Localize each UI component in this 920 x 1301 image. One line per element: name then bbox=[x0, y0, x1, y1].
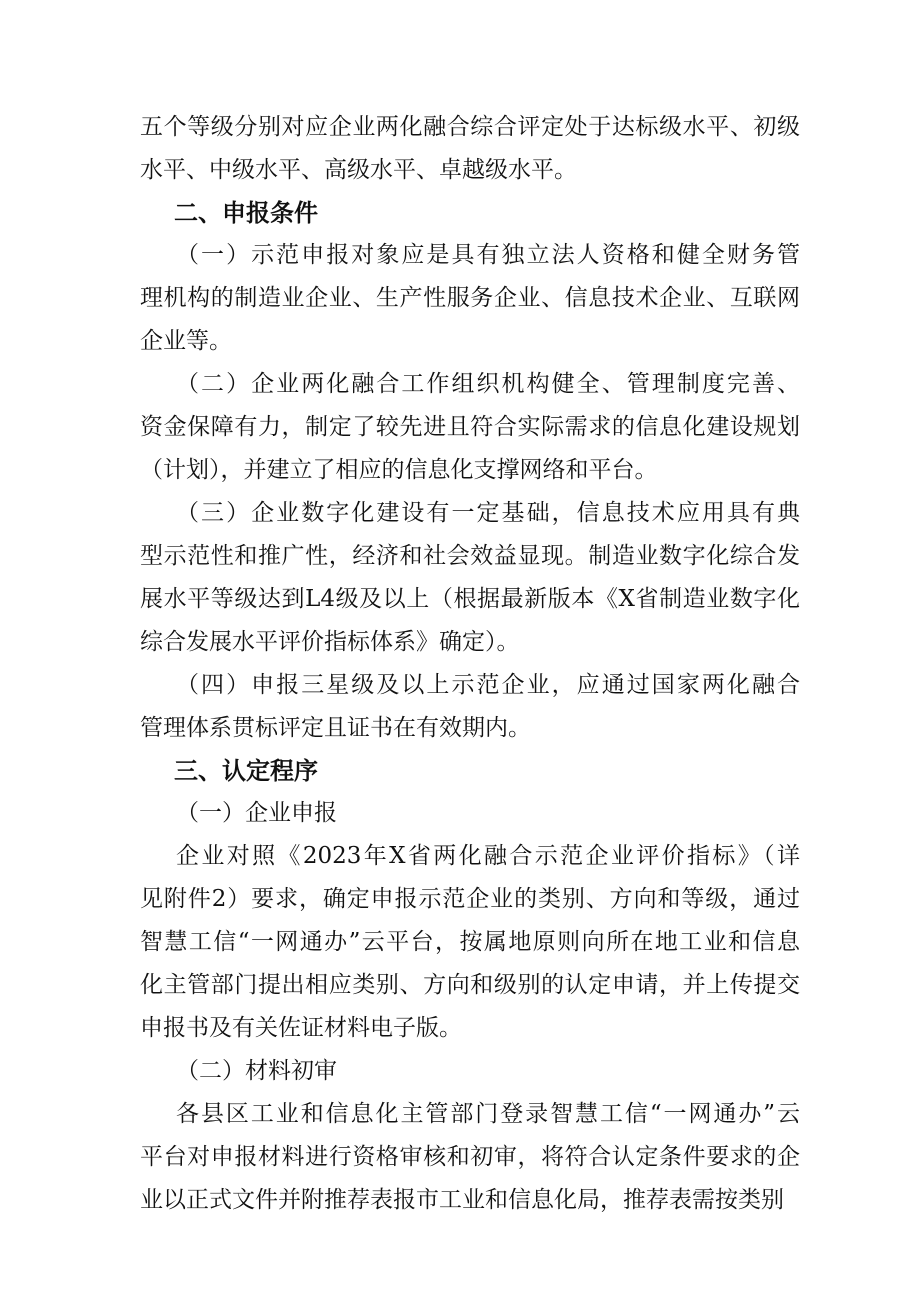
text-line: 二、申报条件 bbox=[174, 199, 318, 227]
text-line: 各县区工业和信息化主管部门登录智慧工信“一网通办”云 bbox=[176, 1101, 800, 1127]
text-line: （一）示范申报对象应是具有独立法人资格和健全财务管 bbox=[176, 242, 800, 268]
text-line: 理机构的制造业企业、生产性服务企业、信息技术企业、互联网 bbox=[140, 285, 800, 311]
text-line: （四）申报三星级及以上示范企业，应通过国家两化融合 bbox=[176, 672, 800, 698]
paragraph bbox=[140, 664, 800, 750]
text-line: 平台对申报材料进行资格审核和初审，将符合认定条件要求的企 bbox=[140, 1144, 800, 1170]
text-line: 型示范性和推广性，经济和社会效益显现。制造业数字化综合发 bbox=[140, 543, 800, 569]
text-line: 管理体系贯标评定且证书在有效期内。 bbox=[140, 715, 531, 741]
text-line: 资金保障有力，制定了较先进且符合实际需求的信息化建设规划 bbox=[140, 414, 800, 440]
text-line: 水平、中级水平、高级水平、卓越级水平。 bbox=[140, 157, 577, 183]
text-line: （三）企业数字化建设有一定基础，信息技术应用具有典 bbox=[176, 500, 800, 526]
paragraph bbox=[140, 106, 800, 192]
text-line: 智慧工信“一网通办”云平台，按属地原则向所在地工业和信息 bbox=[140, 929, 800, 955]
text-line: 三、认定程序 bbox=[174, 757, 318, 785]
text-line: （计划），并建立了相应的信息化支撑网络和平台。 bbox=[140, 457, 658, 483]
paragraph bbox=[140, 792, 800, 835]
text-line: 申报书及有关佐证材料电子版。 bbox=[140, 1015, 462, 1041]
document-page bbox=[140, 106, 800, 1222]
paragraph bbox=[140, 234, 800, 363]
paragraph bbox=[140, 1093, 800, 1222]
text-line: 见附件2）要求，确定申报示范企业的类别、方向和等级，通过 bbox=[140, 886, 800, 912]
paragraph bbox=[140, 835, 800, 1050]
text-line: 企业等。 bbox=[140, 328, 232, 354]
paragraph bbox=[140, 363, 800, 492]
text-line: 业以正式文件并附推荐表报市工业和信息化局，推荐表需按类别 bbox=[140, 1187, 784, 1213]
paragraph bbox=[140, 1050, 800, 1093]
paragraph bbox=[140, 492, 800, 664]
text-line: 化主管部门提出相应类别、方向和级别的认定申请，并上传提交 bbox=[140, 972, 800, 998]
text-line: 五个等级分别对应企业两化融合综合评定处于达标级水平、初级 bbox=[140, 114, 800, 140]
text-line: 展水平等级达到L4级及以上（根据最新版本《X省制造业数字化 bbox=[140, 586, 800, 612]
section-heading bbox=[140, 192, 800, 234]
text-line: 综合发展水平评价指标体系》确定）。 bbox=[140, 629, 520, 655]
text-line: 企业对照《2023年X省两化融合示范企业评价指标》（详 bbox=[176, 843, 800, 869]
text-line: （二）材料初审 bbox=[176, 1058, 337, 1084]
section-heading bbox=[140, 750, 800, 792]
text-line: （一）企业申报 bbox=[176, 800, 337, 826]
text-line: （二）企业两化融合工作组织机构健全、管理制度完善、 bbox=[176, 371, 800, 397]
